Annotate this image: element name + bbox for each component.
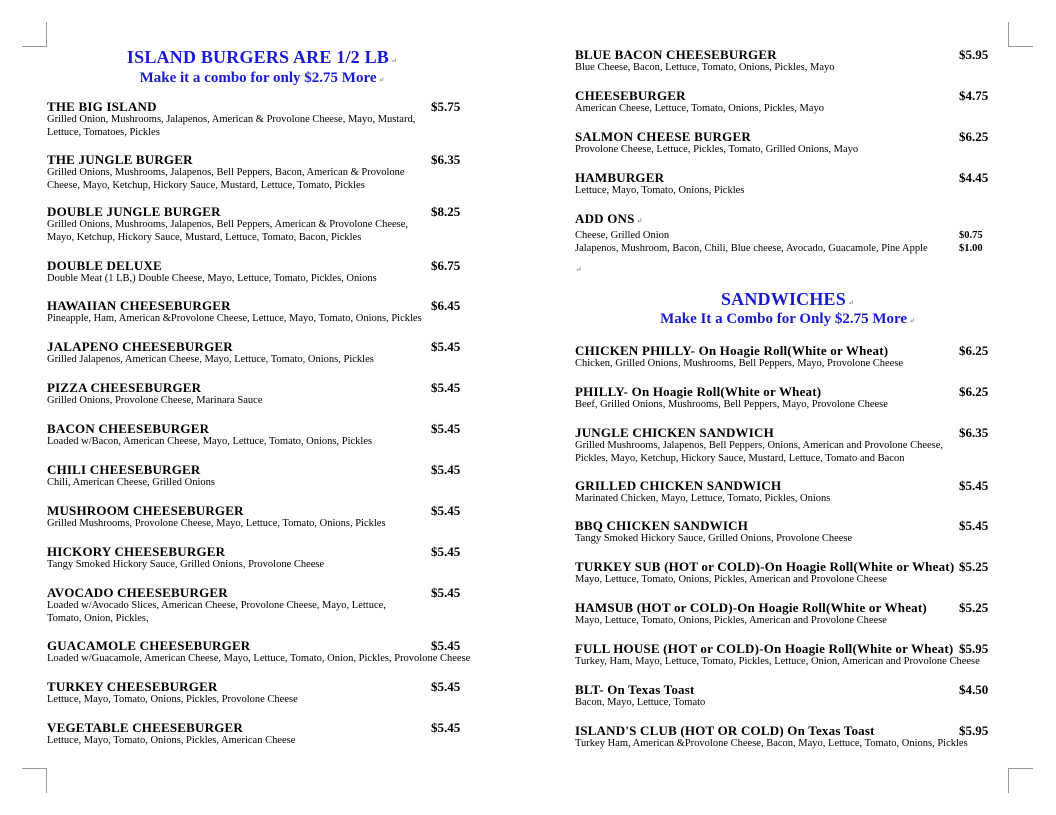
crop-mark-top-left <box>22 22 47 47</box>
menu-item: BBQ CHICKEN SANDWICH $5.45 Tangy Smoked Hickory Sauce, Grilled Onions, Provolone Cheese <box>575 518 989 544</box>
menu-item: VEGETABLE CHEESEBURGER $5.45 Lettuce, Mayo, Tomato, Onions, Pickles, American Cheese <box>47 720 461 746</box>
menu-item: ISLAND'S CLUB (HOT OR COLD) On Texas Toast $5.95 Turkey Ham, American &Provolone Cheese, Bacon, Mayo, Lettuce, Tomato, Onions, Pickles <box>575 723 989 749</box>
menu-item: SALMON CHEESE BURGER $6.25 Provolone Cheese, Lettuce, Pickles, Tomato, Grilled Onions, Mayo <box>575 129 989 155</box>
menu-item: THE BIG ISLAND $5.75 Grilled Onion, Mushrooms, Jalapenos, American & Provolone Cheese, Mayo, Mustard, Lettuce, Tomatoes, Pickles <box>47 99 461 138</box>
menu-item: HICKORY CHEESEBURGER $5.45 Tangy Smoked Hickory Sauce, Grilled Onions, Provolone Cheese <box>47 544 461 570</box>
menu-item: TURKEY CHEESEBURGER $5.45 Lettuce, Mayo, Tomato, Onions, Pickles, Provolone Cheese <box>47 679 461 705</box>
menu-item: MUSHROOM CHEESEBURGER $5.45 Grilled Mushrooms, Provolone Cheese, Mayo, Lettuce, Tomato, Onions, Pickles <box>47 503 461 529</box>
addon-row: Cheese, Grilled Onion $0.75 <box>575 230 983 241</box>
menu-item: BLT- On Texas Toast $4.50 Bacon, Mayo, Lettuce, Tomato <box>575 682 989 708</box>
menu-item: CHEESEBURGER $4.75 American Cheese, Lettuce, Tomato, Onions, Pickles, Mayo <box>575 88 989 114</box>
addons-block <box>575 211 1000 255</box>
addons-title: ADD ONS ↵ <box>575 211 643 226</box>
crop-mark-top-right <box>1008 22 1033 47</box>
menu-item: AVOCADO CHEESEBURGER $5.45 Loaded w/Avocado Slices, American Cheese, Provolone Cheese, Mayo, Lettuce, Tomato, Onion, Pickles, <box>47 585 461 624</box>
menu-item: JALAPENO CHEESEBURGER $5.45 Grilled Jalapenos, American Cheese, Mayo, Lettuce, Tomato, Onions, Pickles <box>47 339 461 365</box>
sandwiches-subtitle: Make It a Combo for Only $2.75 More ↵ <box>660 311 915 327</box>
menu-item: JUNGLE CHICKEN SANDWICH $6.35 Grilled Mushrooms, Jalapenos, Bell Peppers, Onions, American and Provolone Cheese, Pickles, Mayo, Ketchup, Hickory Sauce, Mustard, Lettuce, Tomato and Bacon <box>575 425 989 464</box>
addon-row: Jalapenos, Mushroom, Bacon, Chili, Blue cheese, Avocado, Guacamole, Pine Apple $1.00 <box>575 243 983 254</box>
burgers-title: ISLAND BURGERS ARE 1/2 LB ↵ <box>126 47 398 67</box>
menu-item: PHILLY- On Hoagie Roll(White or Wheat) $6.25 Beef, Grilled Onions, Mushrooms, Bell Peppers, Mayo, Provolone Cheese <box>575 384 989 410</box>
menu-item: BACON CHEESEBURGER $5.45 Loaded w/Bacon, American Cheese, Mayo, Lettuce, Tomato, Onions, Pickles <box>47 421 461 447</box>
crop-mark-bottom-right <box>1008 768 1033 793</box>
menu-item: GRILLED CHICKEN SANDWICH $5.45 Marinated Chicken, Mayo, Lettuce, Tomato, Pickles, Onions <box>575 478 989 504</box>
paragraph-mark: ↵ <box>575 265 582 274</box>
menu-item: PIZZA CHEESEBURGER $5.45 Grilled Onions, Provolone Cheese, Marinara Sauce <box>47 380 461 406</box>
burgers-subtitle: Make it a combo for only $2.75 More ↵ <box>139 70 385 86</box>
menu-item: HAMSUB (HOT or COLD)-On Hoagie Roll(White or Wheat) $5.25 Mayo, Lettuce, Tomato, Onions, Pickles, American and Provolone Cheese <box>575 600 989 626</box>
menu-item: THE JUNGLE BURGER $6.35 Grilled Onions, Mushrooms, Jalapenos, Bell Peppers, Bacon, American & Provolone Cheese, Mayo, Ketchup, Hickory Sauce, Mustard, Lettuce, Tomato, Pickles <box>47 152 461 191</box>
menu-item: DOUBLE JUNGLE BURGER $8.25 Grilled Onions, Mushrooms, Jalapenos, Bell Peppers, American & Provolone Cheese, Mayo, Ketchup, Hickory Sauce, Mustard, Lettuce, Tomato, Bacon, Pickles <box>47 204 461 243</box>
menu-item: FULL HOUSE (HOT or COLD)-On Hoagie Roll(White or Wheat) $5.95 Turkey, Ham, Mayo, Lettuce, Tomato, Pickles, Lettuce, Onion, American and Provolone Cheese <box>575 641 989 667</box>
crop-mark-bottom-left <box>22 768 47 793</box>
menu-item: DOUBLE DELUXE $6.75 Double Meat (1 LB,) Double Cheese, Mayo, Lettuce, Tomato, Pickles, Onions <box>47 258 461 284</box>
menu-item: HAWAIIAN CHEESEBURGER $6.45 Pineapple, Ham, American &Provolone Cheese, Lettuce, Mayo, Tomato, Onions, Pickles <box>47 298 461 324</box>
menu-item: BLUE BACON CHEESEBURGER $5.95 Blue Cheese, Bacon, Lettuce, Tomato, Onions, Pickles, Mayo <box>575 47 989 73</box>
menu-item: CHICKEN PHILLY- On Hoagie Roll(White or Wheat) $6.25 Chicken, Grilled Onions, Mushrooms, Bell Peppers, Mayo, Provolone Cheese <box>575 343 989 369</box>
menu-item: GUACAMOLE CHEESEBURGER $5.45 Loaded w/Guacamole, American Cheese, Mayo, Lettuce, Tomato, Onion, Pickles, Provolone Cheese <box>47 638 471 664</box>
menu-item: CHILI CHEESEBURGER $5.45 Chili, American Cheese, Grilled Onions <box>47 462 461 488</box>
sandwiches-title: SANDWICHES ↵ <box>720 289 855 309</box>
menu-item: TURKEY SUB (HOT or COLD)-On Hoagie Roll(White or Wheat) $5.25 Mayo, Lettuce, Tomato, Onions, Pickles, American and Provolone Cheese <box>575 559 989 585</box>
menu-item: HAMBURGER $4.45 Lettuce, Mayo, Tomato, Onions, Pickles <box>575 170 989 196</box>
